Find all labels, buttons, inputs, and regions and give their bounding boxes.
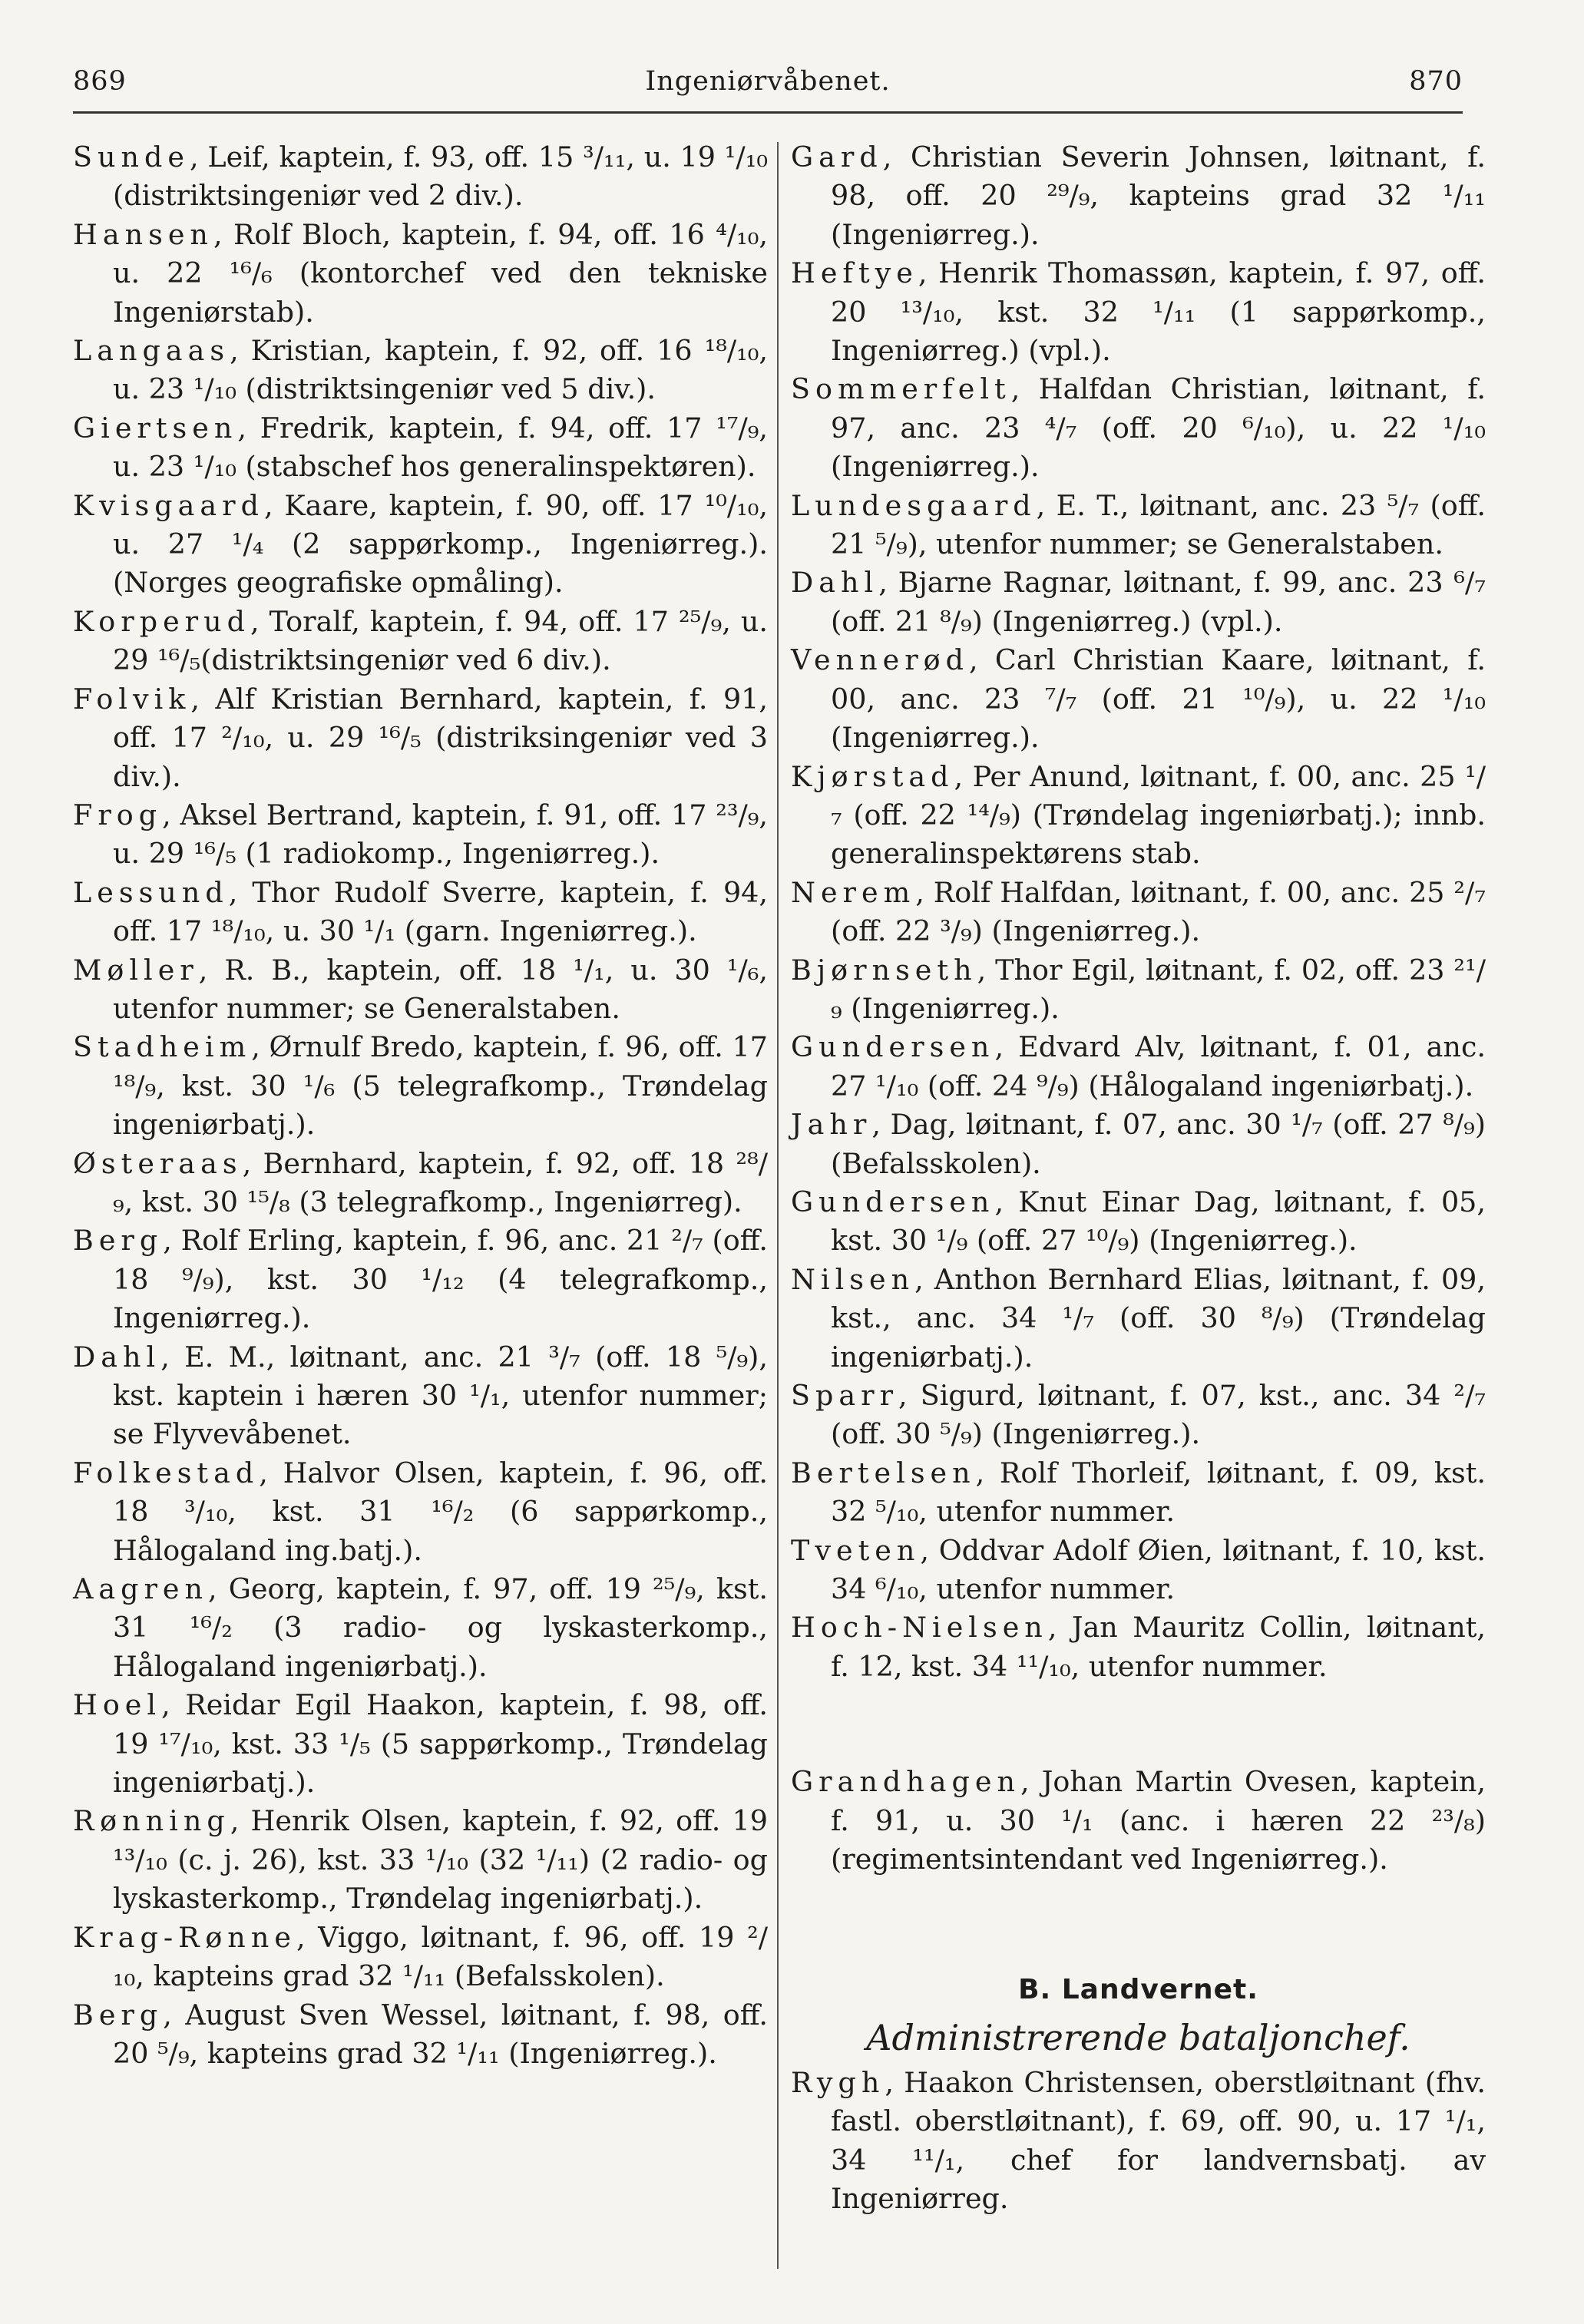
surname: Gard <box>791 140 883 174</box>
roster-entry: Kjørstad, Per Anund, løitnant, f. 00, anc. 25 ¹/₇ (off. 22 ¹⁴/₉) (Trøndelag ingeniørbatj.); innb. generalinspektørens stab. <box>791 759 1486 871</box>
surname: Krag-Rønne <box>73 1920 296 1954</box>
roster-entry: Lundesgaard, E. T., løitnant, anc. 23 ⁵/₇ (off. 21 ⁵/₉), utenfor nummer; se Generalstaben. <box>791 488 1486 561</box>
roster-entry: Berg, August Sven Wessel, løitnant, f. 98, off. 20 ⁵/₉, kapteins grad 32 ¹/₁₁ (Ingeniørreg.). <box>73 1998 768 2070</box>
roster-entry: Vennerød, Carl Christian Kaare, løitnant, f. 00, anc. 23 ⁷/₇ (off. 21 ¹⁰/₉), u. 22 ¹/₁₀ (Ingeniørreg.). <box>791 643 1486 755</box>
surname: Bjørnseth <box>791 953 977 987</box>
roster-entry-intendant: Grandhagen, Johan Martin Ovesen, kaptein, f. 91, u. 30 ¹/₁ (anc. i hæren 22 ²³/₈) (regimentsintendant ved Ingeniørreg.). <box>791 1765 1486 1876</box>
roster-entry: Krag-Rønne, Viggo, løitnant, f. 96, off. 19 ²/₁₀, kapteins grad 32 ¹/₁₁ (Befalsskolen). <box>73 1920 768 1993</box>
roster-entry: Hansen, Rolf Bloch, kaptein, f. 94, off. 16 ⁴/₁₀, u. 22 ¹⁶/₆ (kontorchef ved den tekniske Ingeniørstab). <box>73 217 768 329</box>
roster-entry: Lessund, Thor Rudolf Sverre, kaptein, f. 94, off. 17 ¹⁸/₁₀, u. 30 ¹/₁ (garn. Ingeniørreg.). <box>73 875 768 948</box>
surname: Østeraas <box>73 1146 243 1180</box>
surname: Jahr <box>791 1108 872 1142</box>
roster-entry: Tveten, Oddvar Adolf Øien, løitnant, f. 10, kst. 34 ⁶/₁₀, utenfor nummer. <box>791 1533 1486 1606</box>
surname: Gundersen <box>791 1030 995 1064</box>
surname: Rønning <box>73 1804 230 1838</box>
surname: Hansen <box>73 217 213 251</box>
surname: Møller <box>73 953 199 987</box>
surname: Aagren <box>73 1572 209 1606</box>
right-column <box>791 138 1486 2219</box>
surname: Bertelsen <box>791 1456 976 1489</box>
roster-entry: Frog, Aksel Bertrand, kaptein, f. 91, off. 17 ²³/₉, u. 29 ¹⁶/₅ (1 radiokomp., Ingeniørreg.). <box>73 798 768 871</box>
surname: Stadheim <box>73 1030 252 1064</box>
surname: Berg <box>73 1998 164 2031</box>
roster-entry: Stadheim, Ørnulf Bredo, kaptein, f. 96, off. 17 ¹⁸/₉, kst. 30 ¹/₆ (5 telegrafkomp., Trøndelag ingeniørbatj.). <box>73 1030 768 1142</box>
roster-entry: Bjørnseth, Thor Egil, løitnant, f. 02, off. 23 ²¹/₉ (Ingeniørreg.). <box>791 953 1486 1025</box>
surname: Rygh <box>791 2065 885 2099</box>
roster-entry: Langaas, Kristian, kaptein, f. 92, off. 16 ¹⁸/₁₀, u. 23 ¹/₁₀ (distriktsingeniør ved 5 div.). <box>73 334 768 406</box>
surname: Dahl <box>791 566 879 600</box>
surname: Heftye <box>791 256 918 290</box>
roster-entry: Gundersen, Knut Einar Dag, løitnant, f. 05, kst. 30 ¹/₉ (off. 27 ¹⁰/₉) (Ingeniørreg.). <box>791 1185 1486 1258</box>
surname: Kjørstad <box>791 759 954 793</box>
surname: Langaas <box>73 334 230 368</box>
roster-entry: Bertelsen, Rolf Thorleif, løitnant, f. 09, kst. 32 ⁵/₁₀, utenfor nummer. <box>791 1456 1486 1529</box>
surname: Sommerfelt <box>791 372 1011 406</box>
surname: Gundersen <box>791 1185 995 1218</box>
page-number-left: 869 <box>73 66 127 97</box>
left-column <box>73 138 768 2073</box>
spacer <box>791 1879 1486 1955</box>
roster-entry: Nerem, Rolf Halfdan, løitnant, f. 00, anc. 25 ²/₇ (off. 22 ³/₉) (Ingeniørreg.). <box>791 875 1486 948</box>
section-heading: B. Landvernet. <box>1018 1974 1258 2006</box>
roster-entry: Hoch-Nielsen, Jan Mauritz Collin, løitnant, f. 12, kst. 34 ¹¹/₁₀, utenfor nummer. <box>791 1611 1486 1683</box>
surname: Dahl <box>73 1340 161 1374</box>
surname: Nilsen <box>791 1262 915 1296</box>
surname: Kvisgaard <box>73 488 264 522</box>
surname: Korperud <box>73 604 250 638</box>
roster-entry: Heftye, Henrik Thomassøn, kaptein, f. 97, off. 20 ¹³/₁₀, kst. 32 ¹/₁₁ (1 sappørkomp., Ingeniørreg.) (vpl.). <box>791 256 1486 368</box>
page-header <box>73 66 1463 112</box>
surname: Giertsen <box>73 411 238 445</box>
surname: Folvik <box>73 682 191 716</box>
surname: Hoch-Nielsen <box>791 1611 1048 1645</box>
roster-entry: Gundersen, Edvard Alv, løitnant, f. 01, anc. 27 ¹/₁₀ (off. 24 ⁹/₉) (Hålogaland ingeniørbatj.). <box>791 1030 1486 1102</box>
roster-entry: Folvik, Alf Kristian Bernhard, kaptein, f. 91, off. 17 ²/₁₀, u. 29 ¹⁶/₅ (distriksingeniør ved 3 div.). <box>73 682 768 793</box>
surname: Sunde <box>73 140 190 174</box>
roster-entry: Nilsen, Anthon Bernhard Elias, løitnant, f. 09, kst., anc. 34 ¹/₇ (off. 30 ⁸/₉) (Trøndelag ingeniørbatj.). <box>791 1262 1486 1374</box>
roster-entry: Aagren, Georg, kaptein, f. 97, off. 19 ²⁵/₉, kst. 31 ¹⁶/₂ (3 radio- og lyskasterkomp., Hålogaland ingeniørbatj.). <box>73 1572 768 1683</box>
page-number-right: 870 <box>1409 66 1463 97</box>
roster-entry-landvern: Rygh, Haakon Christensen, oberstløitnant (fhv. fastl. oberstløitnant), f. 69, off. 90, u. 17 ¹/₁, 34 ¹¹/₁, chef for landvernsbatj. av Ingeniørreg. <box>791 2065 1486 2216</box>
surname: Folkestad <box>73 1456 260 1489</box>
surname: Hoel <box>73 1688 162 1722</box>
surname: Sparr <box>791 1379 899 1412</box>
roster-entry: Giertsen, Fredrik, kaptein, f. 94, off. 17 ¹⁷/₉, u. 23 ¹/₁₀ (stabschef hos generalinspektøren). <box>73 411 768 484</box>
surname: Lessund <box>73 875 229 909</box>
roster-entry: Hoel, Reidar Egil Haakon, kaptein, f. 98, off. 19 ¹⁷/₁₀, kst. 33 ¹/₅ (5 sappørkomp., Trøndelag ingeniørbatj.). <box>73 1688 768 1800</box>
spacer <box>791 1686 1486 1763</box>
column-divider <box>777 142 779 2269</box>
roster-entry: Sunde, Leif, kaptein, f. 93, off. 15 ³/₁₁, u. 19 ¹/₁₀ (distriktsingeniør ved 2 div.). <box>73 140 768 213</box>
roster-entry: Gard, Christian Severin Johnsen, løitnant, f. 98, off. 20 ²⁹/₉, kapteins grad 32 ¹/₁₁ (Ingeniørreg.). <box>791 140 1486 251</box>
roster-entry: Jahr, Dag, løitnant, f. 07, anc. 30 ¹/₇ (off. 27 ⁸/₉) (Befalsskolen). <box>791 1108 1486 1180</box>
surname: Tveten <box>791 1533 921 1567</box>
roster-entry: Sommerfelt, Halfdan Christian, løitnant, f. 97, anc. 23 ⁴/₇ (off. 20 ⁶/₁₀), u. 22 ¹/₁₀ (Ingeniørreg.). <box>791 372 1486 484</box>
roster-entry: Dahl, Bjarne Ragnar, løitnant, f. 99, anc. 23 ⁶/₇ (off. 21 ⁸/₉) (Ingeniørreg.) (vpl.). <box>791 566 1486 638</box>
subheading: Administrerende bataljonchef. <box>866 2016 1410 2058</box>
running-title: Ingeniørvåbenet. <box>645 66 891 97</box>
surname: Nerem <box>791 875 916 909</box>
roster-entry: Rønning, Henrik Olsen, kaptein, f. 92, off. 19 ¹³/₁₀ (c. j. 26), kst. 33 ¹/₁₀ (32 ¹/₁₁) (2 radio- og lyskasterkomp., Trøndelag ingeniørbatj.). <box>73 1804 768 1916</box>
roster-entry: Dahl, E. M., løitnant, anc. 21 ³/₇ (off. 18 ⁵/₉), kst. kaptein i hæren 30 ¹/₁, utenfor nummer; se Flyvevåbenet. <box>73 1340 768 1451</box>
roster-entry: Korperud, Toralf, kaptein, f. 94, off. 17 ²⁵/₉, u. 29 ¹⁶/₅(distriktsingeniør ved 6 div.). <box>73 604 768 677</box>
roster-entry: Møller, R. B., kaptein, off. 18 ¹/₁, u. 30 ¹/₆, utenfor nummer; se Generalstaben. <box>73 953 768 1025</box>
surname: Lundesgaard <box>791 488 1037 522</box>
roster-entry: Berg, Rolf Erling, kaptein, f. 96, anc. 21 ²/₇ (off. 18 ⁹/₉), kst. 30 ¹/₁₂ (4 telegrafkomp., Ingeniørreg.). <box>73 1224 768 1335</box>
header-rule <box>73 111 1463 114</box>
roster-entry: Sparr, Sigurd, løitnant, f. 07, kst., anc. 34 ²/₇ (off. 30 ⁵/₉) (Ingeniørreg.). <box>791 1379 1486 1451</box>
roster-entry: Østeraas, Bernhard, kaptein, f. 92, off. 18 ²⁸/₉, kst. 30 ¹⁵/₈ (3 telegrafkomp., Ingeniørreg). <box>73 1146 768 1218</box>
surname: Berg <box>73 1224 164 1258</box>
roster-entry: Kvisgaard, Kaare, kaptein, f. 90, off. 17 ¹⁰/₁₀, u. 27 ¹/₄ (2 sappørkomp., Ingeniørreg.). (Norges geografiske opmåling). <box>73 488 768 600</box>
surname: Grandhagen <box>791 1765 1020 1799</box>
roster-entry: Folkestad, Halvor Olsen, kaptein, f. 96, off. 18 ³/₁₀, kst. 31 ¹⁶/₂ (6 sappørkomp., Hålogaland ing.batj.). <box>73 1456 768 1567</box>
surname: Frog <box>73 798 163 831</box>
surname: Vennerød <box>791 643 970 677</box>
